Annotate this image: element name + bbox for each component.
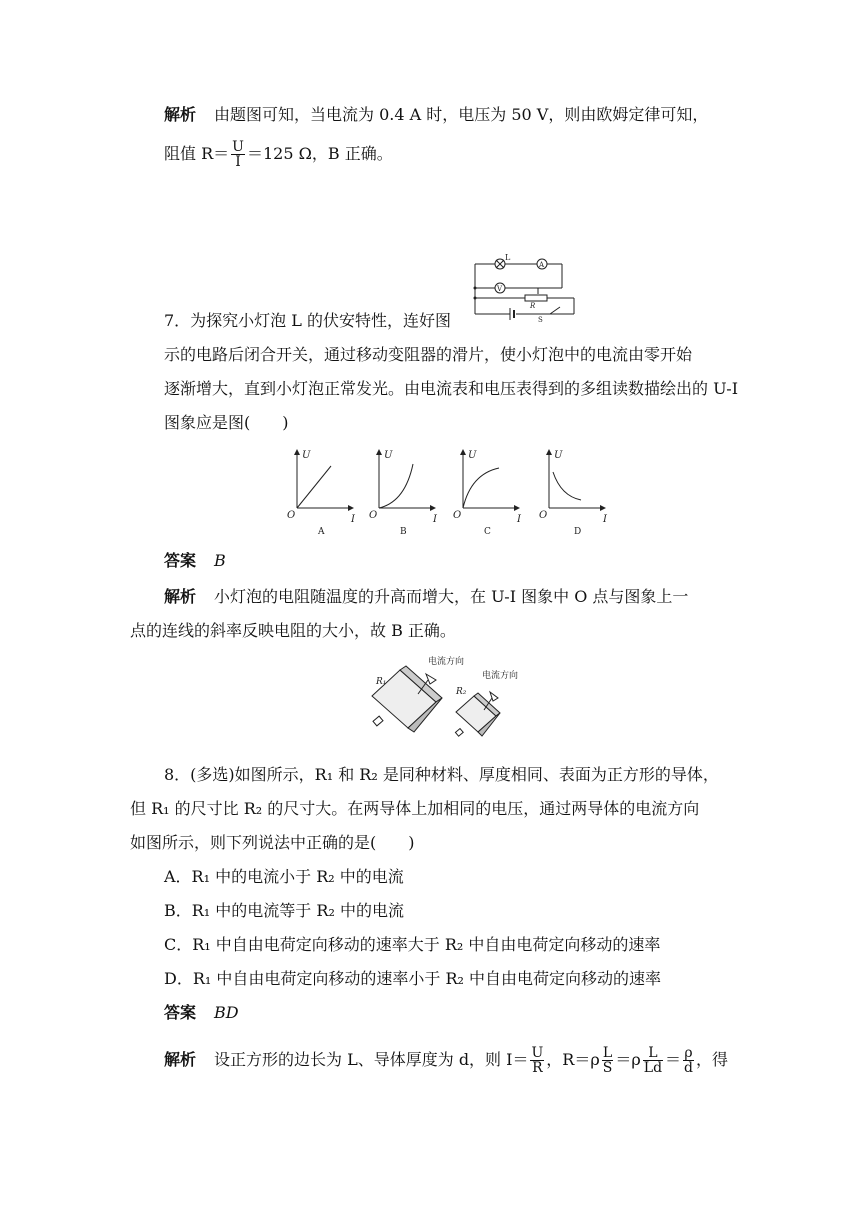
- analysis-text: 小灯泡的电阻随温度的升高而增大，在 U-I 图象中 O 点与图象上一: [214, 587, 689, 606]
- r2-label: R₂: [456, 687, 467, 697]
- frac-num: ρ: [684, 1045, 693, 1061]
- graph-c-x-label: I: [517, 514, 521, 525]
- q8-option-a: A．R₁ 中的电流小于 R₂ 中的电流: [164, 867, 404, 886]
- analysis-label: 解析: [164, 587, 197, 606]
- answer-value: B: [214, 551, 226, 570]
- conductors-figure: [370, 652, 540, 744]
- graph-a-x-label: I: [351, 514, 355, 525]
- fraction-l-over-s: [602, 1046, 614, 1075]
- q6-analysis-line2: [164, 140, 393, 169]
- answer-label: 答案: [164, 1003, 197, 1022]
- q7-stem-line1: 7．为探究小灯泡 L 的伏安特性，连好图: [164, 311, 451, 330]
- graph-d-label: D: [574, 527, 582, 537]
- q8-option-b: B．R₁ 中的电流等于 R₂ 中的电流: [164, 901, 404, 920]
- graph-d-y-label: U: [554, 450, 563, 461]
- formula-prefix: 阻值 R＝: [164, 144, 230, 163]
- rheostat-label: R: [530, 302, 536, 310]
- formula-tail: ，得: [696, 1050, 729, 1069]
- q7-analysis-line2: 点的连线的斜率反映电阻的大小，故 B 正确。: [130, 621, 456, 640]
- graph-a-y-label: U: [302, 450, 311, 461]
- q7-stem-line4: 图象应是图( ): [164, 413, 289, 432]
- q6-analysis-line1: [164, 104, 708, 126]
- frac-num: L: [643, 1046, 663, 1061]
- frac-num: U: [531, 1045, 544, 1061]
- fraction-u-over-i: [231, 140, 245, 169]
- graph-c-origin: O: [453, 510, 462, 521]
- analysis-label: 解析: [164, 105, 197, 124]
- formula-part: ＝ρ: [615, 1050, 641, 1069]
- voltmeter-label: V: [497, 285, 503, 293]
- formula-part: ＝: [665, 1050, 682, 1069]
- q8-stem-line3: 如图所示，则下列说法中正确的是( ): [130, 833, 415, 852]
- graph-b-x-label: I: [433, 514, 437, 525]
- switch-label: S: [538, 316, 543, 324]
- q7-answer-line: [164, 550, 226, 572]
- q8-option-d: D．R₁ 中自由电荷定向移动的速率小于 R₂ 中自由电荷定向移动的速率: [164, 969, 662, 988]
- graph-c-y-label: U: [468, 450, 477, 461]
- graph-a-label: A: [318, 527, 325, 537]
- current-direction-2: 电流方向: [482, 671, 519, 681]
- current-direction-1: 电流方向: [428, 657, 465, 667]
- analysis-label: 解析: [164, 1050, 197, 1069]
- fraction-l-over-ld: [643, 1046, 663, 1075]
- circuit-diagram: [470, 252, 580, 324]
- q7-stem-line3: 逐渐增大，直到小灯泡正常发光。由电流表和电压表得到的多组读数描绘出的 U-I: [164, 379, 739, 398]
- frac-num: U: [232, 139, 244, 155]
- r1-label: R₁: [376, 677, 387, 687]
- formula-suffix: ＝125 Ω，B 正确。: [246, 144, 393, 163]
- ammeter-label: A: [539, 261, 545, 269]
- frac-num: L: [602, 1045, 613, 1061]
- graph-c-label: C: [484, 527, 491, 537]
- analysis-text: 设正方形的边长为 L、导体厚度为 d，则 I＝: [214, 1050, 529, 1069]
- answer-value: BD: [214, 1003, 239, 1022]
- frac-den: Ld: [643, 1060, 663, 1076]
- lamp-label: L: [505, 253, 511, 262]
- q7-stem-line2: 示的电路后闭合开关，通过移动变阻器的滑片，使小灯泡中的电流由零开始: [164, 345, 693, 364]
- q8-stem-line2: 但 R₁ 的尺寸比 R₂ 的尺寸大。在两导体上加相同的电压，通过两导体的电流方向: [130, 799, 700, 818]
- frac-den: I: [235, 154, 241, 170]
- answer-label: 答案: [164, 551, 197, 570]
- ui-graphs: [285, 444, 615, 540]
- graph-b-y-label: U: [384, 450, 393, 461]
- graph-b-origin: O: [369, 510, 378, 521]
- graph-d-x-label: I: [603, 514, 607, 525]
- q8-option-c: C．R₁ 中自由电荷定向移动的速率大于 R₂ 中自由电荷定向移动的速率: [164, 935, 661, 954]
- frac-den: S: [602, 1060, 613, 1076]
- q8-stem-line1: 8．(多选)如图所示，R₁ 和 R₂ 是同种材料、厚度相同、表面为正方形的导体，: [164, 765, 719, 784]
- fraction-u-over-r: [530, 1046, 544, 1075]
- graph-b-label: B: [400, 527, 407, 537]
- formula-part: ，R＝ρ: [546, 1050, 600, 1069]
- fraction-rho-over-d: [683, 1046, 694, 1075]
- q7-analysis-line1: [164, 586, 688, 608]
- graph-a-origin: O: [287, 510, 296, 521]
- analysis-text: 由题图可知，当电流为 0.4 A 时，电压为 50 V，则由欧姆定律可知，: [214, 105, 709, 124]
- frac-den: R: [532, 1060, 543, 1076]
- frac-den: d: [684, 1060, 694, 1076]
- graph-d-origin: O: [539, 510, 548, 521]
- q8-analysis-line1: [164, 1046, 728, 1075]
- q8-answer-line: [164, 1002, 239, 1024]
